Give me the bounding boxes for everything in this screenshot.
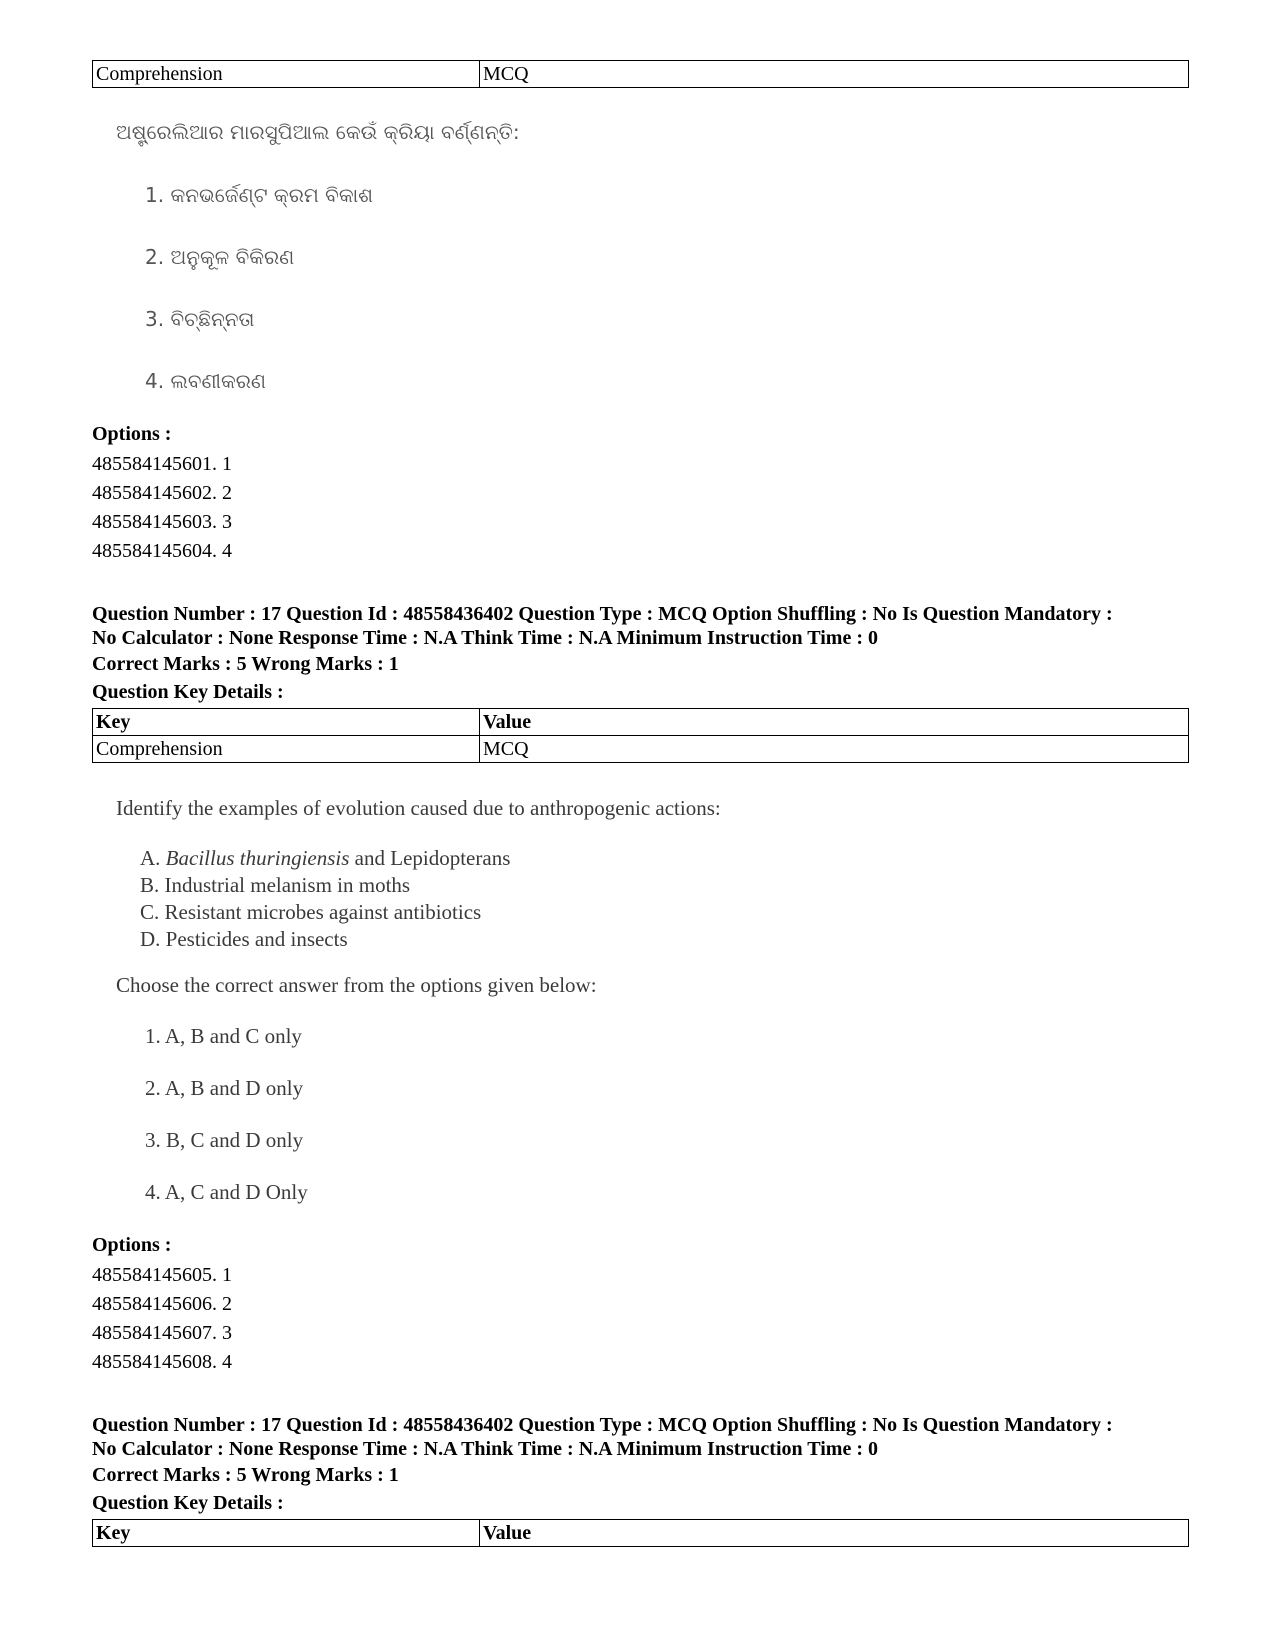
question-meta [92,1413,1192,1461]
table-cell-key: Comprehension [93,736,480,763]
statement-item [140,926,510,953]
marks-line: Correct Marks : 5 Wrong Marks : 1 [92,653,399,675]
answer-choice: 4. A, C and D Only [145,1180,308,1204]
key-value-table-3-head [92,1519,1189,1547]
statement-text: Industrial melanism in moths [164,873,411,897]
question-text-odia: ଅଷ୍ଟ୍ରେଲିଆର ମାରସୁପିଆଲ କେଉଁ କ୍ରିୟା ବର୍ଣ୍ଣନ୍ତି: [116,120,520,144]
key-value-table-1 [92,60,1189,88]
statement-text: Pesticides and insects [165,927,348,951]
option-item: 485584145608. 4 [92,1351,232,1373]
statement-prefix: A. [140,846,166,870]
option-item: 485584145606. 2 [92,1293,232,1315]
statement-list [140,845,510,953]
option-item: 485584145603. 3 [92,511,232,533]
table-header-value: Value [480,1520,1189,1547]
answer-choice: 4. ଲବଣୀକରଣ [145,369,267,393]
question-meta-line: No Calculator : None Response Time : N.A Think Time : N.A Minimum Instruction Time : 0 [92,1438,878,1460]
key-value-table-2 [92,735,1189,763]
question-meta-line: Question Number : 17 Question Id : 48558436402 Question Type : MCQ Option Shuffling : No Is Question Mandatory : [92,603,1113,625]
instruction-text: Choose the correct answer from the options given below: [116,973,597,997]
statement-item [140,899,510,926]
table-header-row [93,709,1189,736]
statement-prefix: C. [140,900,165,924]
table-cell-value: MCQ [480,61,1189,88]
statement-prefix: D. [140,927,166,951]
answer-choice: 2. ଅନୁକୂଳ ବିକିରଣ [145,245,295,269]
statement-text: and Lepidopterans [349,846,511,870]
key-value-table-2-head [92,708,1189,736]
answer-choice: 3. ବିଚ୍ଛିନ୍ନତା [145,307,255,331]
option-item: 485584145607. 3 [92,1322,232,1344]
key-details-label: Question Key Details : [92,1492,284,1514]
options-label: Options : [92,1234,172,1256]
options-label: Options : [92,423,172,445]
key-details-label: Question Key Details : [92,681,284,703]
answer-choice: 2. A, B and D only [145,1076,304,1100]
answer-choice: 3. B, C and D only [145,1128,304,1152]
option-item: 485584145604. 4 [92,540,232,562]
table-header-key: Key [93,1520,480,1547]
statement-item [140,872,510,899]
table-header-row [93,1520,1189,1547]
question-meta [92,602,1192,650]
question-text: Identify the examples of evolution caused due to anthropogenic actions: [116,796,721,820]
table-header-value: Value [480,709,1189,736]
answer-choice: 1. କନଭର୍ଜେଣ୍ଟ କ୍ରମ ବିକାଶ [145,183,374,207]
table-cell-value: MCQ [480,736,1189,763]
marks-line: Correct Marks : 5 Wrong Marks : 1 [92,1464,399,1486]
option-item: 485584145605. 1 [92,1264,232,1286]
statement-item [140,845,510,872]
answer-choice: 1. A, B and C only [145,1024,302,1048]
table-row [93,736,1189,763]
option-item: 485584145601. 1 [92,453,232,475]
option-list [92,1261,232,1377]
statement-prefix: B. [140,873,165,897]
option-list [92,450,232,566]
statement-text: Resistant microbes against antibiotics [164,900,482,924]
statement-species: Bacillus thuringiensis [165,846,350,870]
table-cell-key: Comprehension [93,61,480,88]
table-header-key: Key [93,709,480,736]
question-meta-line: No Calculator : None Response Time : N.A Think Time : N.A Minimum Instruction Time : 0 [92,627,878,649]
option-item: 485584145602. 2 [92,482,232,504]
question-meta-line: Question Number : 17 Question Id : 48558436402 Question Type : MCQ Option Shuffling : No Is Question Mandatory : [92,1414,1113,1436]
table-row [93,61,1189,88]
